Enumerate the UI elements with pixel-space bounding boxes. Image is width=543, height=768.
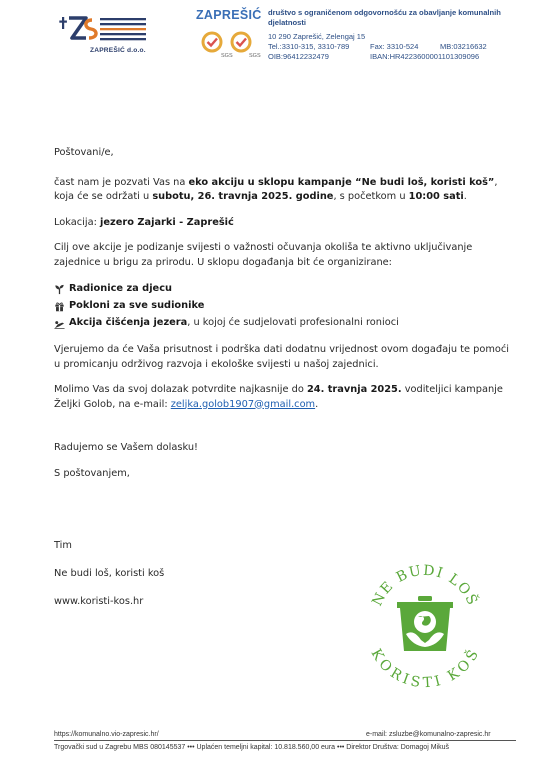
company-mb: MB:03216632 [440, 42, 487, 51]
list-item: Pokloni za sve sudionike [54, 298, 514, 315]
company-description: društvo s ograničenom odgovornošću za obavljanje komunalnih djelatnosti [268, 8, 501, 27]
rsvp-paragraph: Molimo Vas da svoj dolazak potvrdite najkasnije do 24. travnja 2025. voditeljici kampanje Željki Golob, na e-mail: zeljka.golob1907@gmail.com. [54, 384, 503, 410]
seal-bottom-text: KORISTI KOŠ [367, 646, 483, 690]
cert-label-1: SGS [221, 53, 233, 58]
svg-text:KORISTI KOŠ [368, 645, 482, 690]
footer-email[interactable]: e-mail: zsluzbe@komunalno-zapresic.hr [366, 731, 491, 738]
diver-icon [54, 318, 65, 329]
activities-list [54, 281, 514, 332]
footer-website[interactable]: https://komunalno.vio-zapresic.hr/ [54, 731, 159, 738]
signature-website: www.koristi-kos.hr [54, 596, 144, 607]
closing-line: Radujemo se Vašem dolasku! [54, 442, 198, 453]
certification-logos [197, 30, 263, 58]
campaign-seal-logo [366, 556, 484, 690]
list-item: Radionice za djecu [54, 281, 514, 298]
seedling-icon [54, 284, 65, 295]
footer-registry: Trgovački sud u Zagrebu MBS 080145537 ••• Uplaćen temeljni kapital: 10.818.560,00 eura ••• Direktor Društva: Domagoj Mikuš [54, 744, 449, 751]
greeting: Poštovani/e, [54, 147, 114, 158]
location-line: Lokacija: jezero Zajarki - Zaprešić [54, 216, 234, 228]
email-link[interactable]: zeljka.golob1907@gmail.com [170, 398, 316, 410]
svg-text:NE BUDI LOŠ [369, 563, 482, 609]
seal-top-text: NE BUDI LOŠ [369, 562, 481, 609]
company-iban: IBAN:HR4223600001101309096 [370, 52, 480, 61]
invitation-paragraph: čast nam je pozvati Vas na eko akciju u sklopu kampanje “Ne budi loš, koristi koš”, koja će se održati u subotu, 26. travnja 2025. godine, s početkom u 10:00 sati. [54, 176, 498, 202]
gift-icon [54, 301, 65, 312]
company-oib: OIB:96412232479 [268, 52, 329, 61]
company-phone: Tel.:3310-315, 3310-789 [268, 42, 350, 51]
footer-divider [54, 740, 516, 741]
company-fax: Fax: 3310-524 [370, 42, 419, 51]
list-item: Akcija čišćenja jezera, u kojoj će sudjelovati profesionalni ronioci [54, 315, 514, 332]
letterhead [0, 0, 543, 70]
goal-paragraph: Cilj ove akcije je podizanje svijesti o važnosti očuvanja okoliša te aktivno uključivanje zajednice u brigu za prirodu. U sklopu događanja bit će organizirane: [54, 242, 473, 268]
regards-line: S poštovanjem, [54, 467, 130, 479]
cert-label-2: SGS [249, 53, 261, 58]
signature-team: Tim [54, 540, 72, 551]
letter-body [54, 146, 514, 481]
logo-company-name: ZAPREŠIĆ d.o.o. [90, 47, 146, 54]
signature-campaign: Ne budi loš, koristi koš [54, 568, 165, 579]
brand-name: ZAPREŠIĆ [196, 8, 262, 22]
belief-paragraph: Vjerujemo da će Vaša prisutnost i podrška dati dodatnu vrijednost ovom događaju te pomoći u promicanju održivog razvoja i ekološke svijesti u našoj zajednici. [54, 344, 509, 370]
company-address: 10 290 Zaprešić, Zelengaj 15 [268, 32, 366, 41]
company-logo [58, 12, 148, 46]
